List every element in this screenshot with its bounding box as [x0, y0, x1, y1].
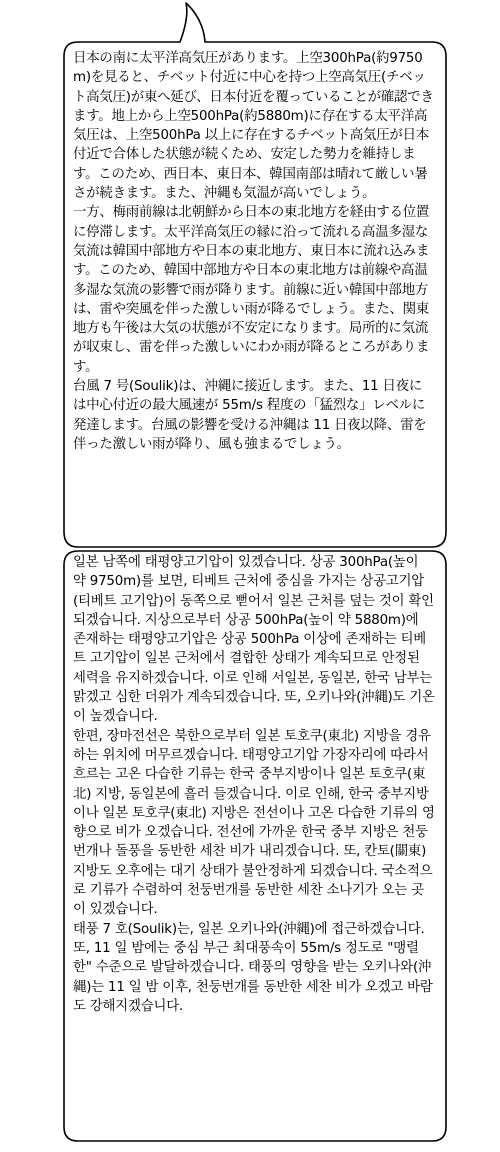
korean-paragraph-1: 일본 남쪽에 태평양고기압이 있겠습니다. 상공 300hPa(높이 약 9750m)를 보면, 티베트 근처에 중심을 가지는 상공고기압(티베트 고기압)이 동쪽으로 뻗어서 일본 근처를 덮는 것이 확인되겠습니다. 지상으로부터 상공 500hPa(높이 약 5880m)에 존재하는 태평양고기압은 상공 500hPa 이상에 존재하는 티베트 고기압이 일본 근처에서 결합한 상태가 계속되므로 안정된 세력을 유지하겠습니다. 이로 인해 서일본, 동일본, 한국 남부는 맑겠고 심한 더위가 계속되겠습니다. 또, 오키나와(沖縄)도 기온이 높겠습니다.: [73, 555, 435, 725]
korean-forecast-text: [73, 553, 435, 1138]
korean-paragraph-2: 한편, 장마전선은 북한으로부터 일본 토호쿠(東北) 지방을 경유하는 위치에 머무르겠습니다. 태평양고기압 가장자리에 따라서 흐르는 고온 다습한 기류는 한국 중부지방이나 일본 토호쿠(東北) 지방, 동일본에 흘러 들겠습니다. 이로 인해, 한국 중부지방이나 일본 토호쿠(東北) 지방은 전선이나 고온 다습한 기류의 영향으로 비가 오겠습니다. 전선에 가까운 한국 중부 지방은 천둥번개나 돌풍을 동반한 세찬 비가 내리겠습니다. 또, 칸토(關東) 지방도 오후에는 대기 상태가 불안정하게 되겠습니다. 국소적으로 기류가 수렴하여 천둥번개를 동반한 세찬 소나기가 오는 곳이 있겠습니다.: [73, 728, 435, 918]
japanese-paragraph-2: 一方、梅雨前線は北朝鮮から日本の東北地方を経由する位置に停滞します。太平洋高気圧の縁に沿って流れる高温多湿な気流は韓国中部地方や日本の東北地方、東日本に流れ込みます。このため、韓国中部地方や日本の東北地方は前線や高温多湿な気流の影響で雨が降ります。前線に近い韓国中部地方は、雷や突風を伴った激しい雨が降るでしょう。また、関東地方も午後は大気の状態が不安定になります。局所的に気流が収束し、雷を伴った激しいにわか雨が降るところがあります。: [73, 205, 430, 375]
japanese-forecast-text: [73, 49, 435, 547]
japanese-paragraph-3: 台風 7 号(Soulik)は、沖縄に接近します。また、11 日夜には中心付近の最大風速が 55m/s 程度の「猛烈な」レベルに発達します。台風の影響を受ける沖縄は 11 日夜以降、雷を伴った激しい雨が降り、風も強まるでしょう。: [73, 379, 427, 452]
japanese-paragraph-1: 日本の南に太平洋高気圧があります。上空300hPa(約9750m)を見ると、チベット付近に中心を持つ上空高気圧(チベット高気圧)が東へ延び、日本付近を覆っていることが確認できます。地上から上空500hPa(約5880m)に存在する太平洋高気圧は、上空500hPa 以上に存在するチベット高気圧が日本付近で合体した状態が続くため、安定した勢力を維持します。このため、西日本、東日本、韓国南部は晴れて厳しい暑さが続きます。また、沖縄も気温が高いでしょう。: [73, 51, 434, 202]
korean-paragraph-3: 태풍 7 호(Soulik)는, 일본 오키나와(沖縄)에 접근하겠습니다. 또, 11 일 밤에는 중심 부근 최대풍속이 55m/s 정도로 "맹렬한" 수준으로 발달하겠습니다. 태풍의 영향을 받는 오키나와(沖縄)는 11 일 밤 이후, 천둥번개를 동반한 세찬 비가 오겠고 바람도 강해지겠습니다.: [73, 921, 433, 1014]
